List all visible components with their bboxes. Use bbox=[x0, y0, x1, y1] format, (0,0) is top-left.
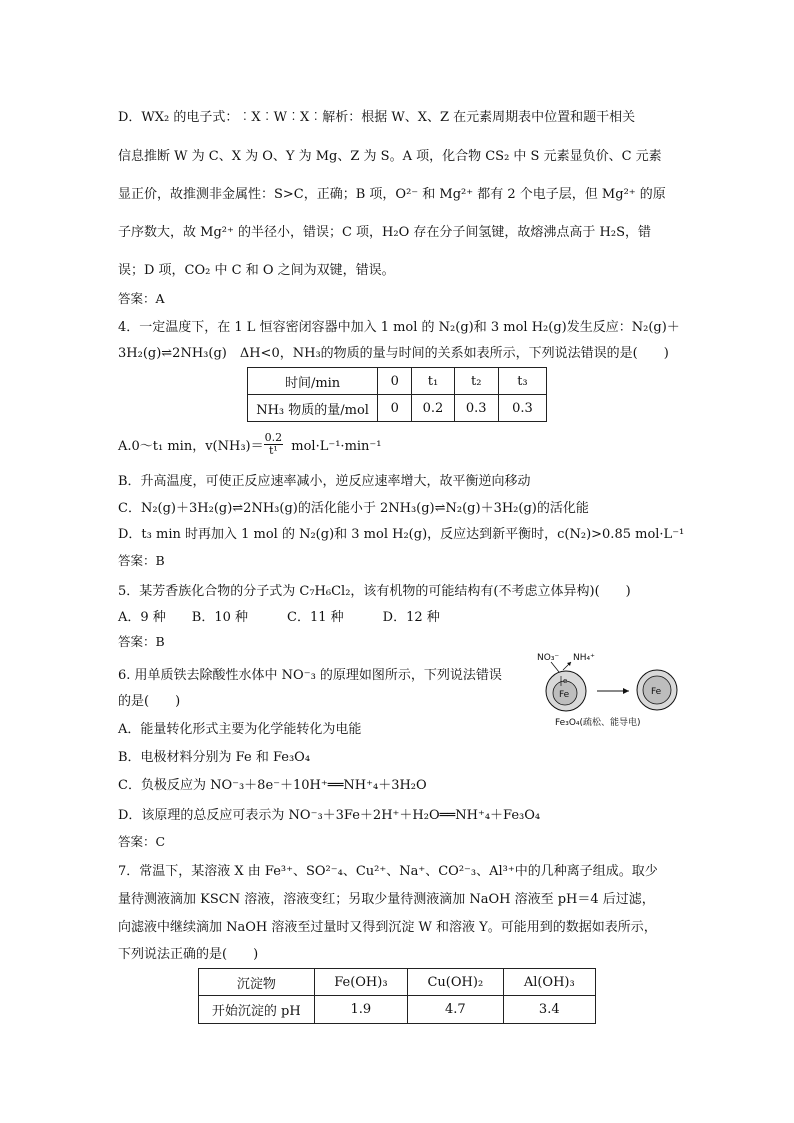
q6-option-d: D．该原理的总反应可表示为 NO⁻₃＋3Fe＋2H⁺＋H₂O══NH⁺₄＋Fe₃O₄ bbox=[118, 808, 541, 823]
q4-table-header-cell: t₂ bbox=[454, 368, 498, 395]
q7-line-4: 下列说法正确的是( ) bbox=[118, 947, 259, 962]
q6-line-2: 的是( ) bbox=[118, 694, 181, 709]
q4-line-1: 4．一定温度下，在 1 L 恒容密闭容器中加入 1 mol 的 N₂(g)和 3 mol H₂(g)发生反应：N₂(g)＋ bbox=[118, 320, 680, 335]
fe-label-left: Fe bbox=[559, 690, 570, 700]
diagram-caption: Fe₃O₄(疏松、能导电) bbox=[555, 718, 641, 728]
q3-answer: 答案：A bbox=[118, 291, 165, 306]
q4-table-header-cell: 时间/min bbox=[248, 368, 378, 395]
q7-table-header-cell: Cu(OH)₂ bbox=[408, 969, 503, 996]
q7-table-cell: 4.7 bbox=[408, 996, 503, 1024]
q4-table-cell: 0.2 bbox=[412, 395, 454, 422]
process-arrow-head bbox=[623, 688, 629, 694]
q7-table bbox=[198, 968, 596, 1024]
fe-label-right: Fe bbox=[651, 687, 662, 697]
arrow-in bbox=[551, 662, 559, 672]
q4-line-2: 3H₂(g)⇌2NH₃(g) ΔH<0，NH₃的物质的量与时间的关系如表所示，下列说法错误的是( ) bbox=[118, 346, 669, 361]
q7-table-header-cell: 沉淀物 bbox=[199, 969, 315, 996]
q6-option-a: A．能量转化形式主要为化学能转化为电能 bbox=[118, 722, 362, 737]
q5-options: A．9 种 B．10 种 C．11 种 D．12 种 bbox=[118, 610, 440, 625]
q6-line-1: 6. 用单质铁去除酸性水体中 NO⁻₃ 的原理如图所示，下列说法错误 bbox=[118, 668, 502, 683]
q4-option-a-prefix: A.0～t₁ min，v(NH₃)＝ bbox=[118, 439, 264, 454]
q4-table-header-cell: t₃ bbox=[498, 368, 546, 395]
q4-table-cell: NH₃ 物质的量/mol bbox=[248, 395, 378, 422]
q4-option-a bbox=[118, 431, 382, 459]
q7-table-cell: 开始沉淀的 pH bbox=[199, 996, 315, 1024]
electron-label: e bbox=[563, 677, 568, 685]
q5-line-1: 5．某芳香族化合物的分子式为 C₇H₆Cl₂，该有机物的可能结构有(不考虑立体异构)( ) bbox=[118, 584, 631, 599]
no3-label: NO₃⁻ bbox=[537, 653, 560, 663]
q7-table-header-cell: Al(OH)₃ bbox=[503, 969, 595, 996]
q4-table-cell: 0.3 bbox=[498, 395, 546, 422]
q6-option-b: B．电极材料分别为 Fe 和 Fe₃O₄ bbox=[118, 750, 311, 765]
nh4-label: NH₄⁺ bbox=[573, 653, 595, 663]
q3-line-4: 子序数大，故 Mg²⁺ 的半径小，错误；C 项，H₂O 存在分子间氢键，故熔沸点高于 H₂S，错 bbox=[118, 225, 651, 240]
fraction-numerator: 0.2 bbox=[264, 431, 283, 444]
q5-answer: 答案：B bbox=[118, 634, 165, 649]
q4-option-a-fraction bbox=[264, 432, 284, 457]
q3-line-3: 显正价，故推测非金属性：S>C，正确；B 项，O²⁻ 和 Mg²⁺ 都有 2 个电子层，但 Mg²⁺ 的原 bbox=[118, 187, 666, 202]
q3-line-1: D．WX₂ 的电子式：︰X︰W︰X︰解析：根据 W、X、Z 在元素周期表中位置和题干相关 bbox=[118, 110, 636, 125]
q7-line-3: 向滤液中继续滴加 NaOH 溶液至过量时又得到沉淀 W 和溶液 Y。可能用到的数据如表所示， bbox=[118, 920, 657, 935]
q7-table-cell: 3.4 bbox=[503, 996, 595, 1024]
q4-option-a-unit: mol·L⁻¹·min⁻¹ bbox=[291, 439, 382, 454]
q6-option-c: C．负极反应为 NO⁻₃＋8e⁻＋10H⁺══NH⁺₄＋3H₂O bbox=[118, 778, 427, 793]
q4-option-b: B．升高温度，可使正反应速率减小，逆反应速率增大，故平衡逆向移动 bbox=[118, 474, 531, 489]
q7-table-cell: 1.9 bbox=[314, 996, 407, 1024]
q7-line-1: 7．常温下，某溶液 X 由 Fe³⁺、SO²⁻₄、Cu²⁺、Na⁺、CO²⁻₃、Al³⁺中的几种离子组成。取少 bbox=[118, 864, 658, 879]
fraction-denominator: t¹ bbox=[268, 444, 278, 457]
q7-table-header-cell: Fe(OH)₃ bbox=[314, 969, 407, 996]
q4-answer: 答案：B bbox=[118, 553, 165, 568]
q6-diagram bbox=[533, 650, 688, 730]
q4-option-c: C．N₂(g)＋3H₂(g)⇌2NH₃(g)的活化能小于 2NH₃(g)⇌N₂(g)＋3H₂(g)的活化能 bbox=[118, 501, 589, 516]
q4-table-header-cell: t₁ bbox=[412, 368, 454, 395]
q6-answer: 答案：C bbox=[118, 834, 166, 849]
q4-table-cell: 0 bbox=[378, 395, 412, 422]
q3-line-2: 信息推断 W 为 C、X 为 O、Y 为 Mg、Z 为 S。A 项，化合物 CS₂ 中 S 元素显负价、C 元素 bbox=[118, 149, 662, 164]
q4-option-d: D．t₃ min 时再加入 1 mol 的 N₂(g)和 3 mol H₂(g)，反应达到新平衡时，c(N₂)>0.85 mol·L⁻¹ bbox=[118, 527, 685, 542]
q4-table-cell: 0.3 bbox=[454, 395, 498, 422]
q4-table bbox=[247, 367, 547, 422]
q7-line-2: 量待测液滴加 KSCN 溶液，溶液变红；另取少量待测液滴加 NaOH 溶液至 pH＝4 后过滤， bbox=[118, 892, 655, 907]
q4-table-header-cell: 0 bbox=[378, 368, 412, 395]
q3-line-5: 误；D 项，CO₂ 中 C 和 O 之间为双键，错误。 bbox=[118, 263, 395, 278]
